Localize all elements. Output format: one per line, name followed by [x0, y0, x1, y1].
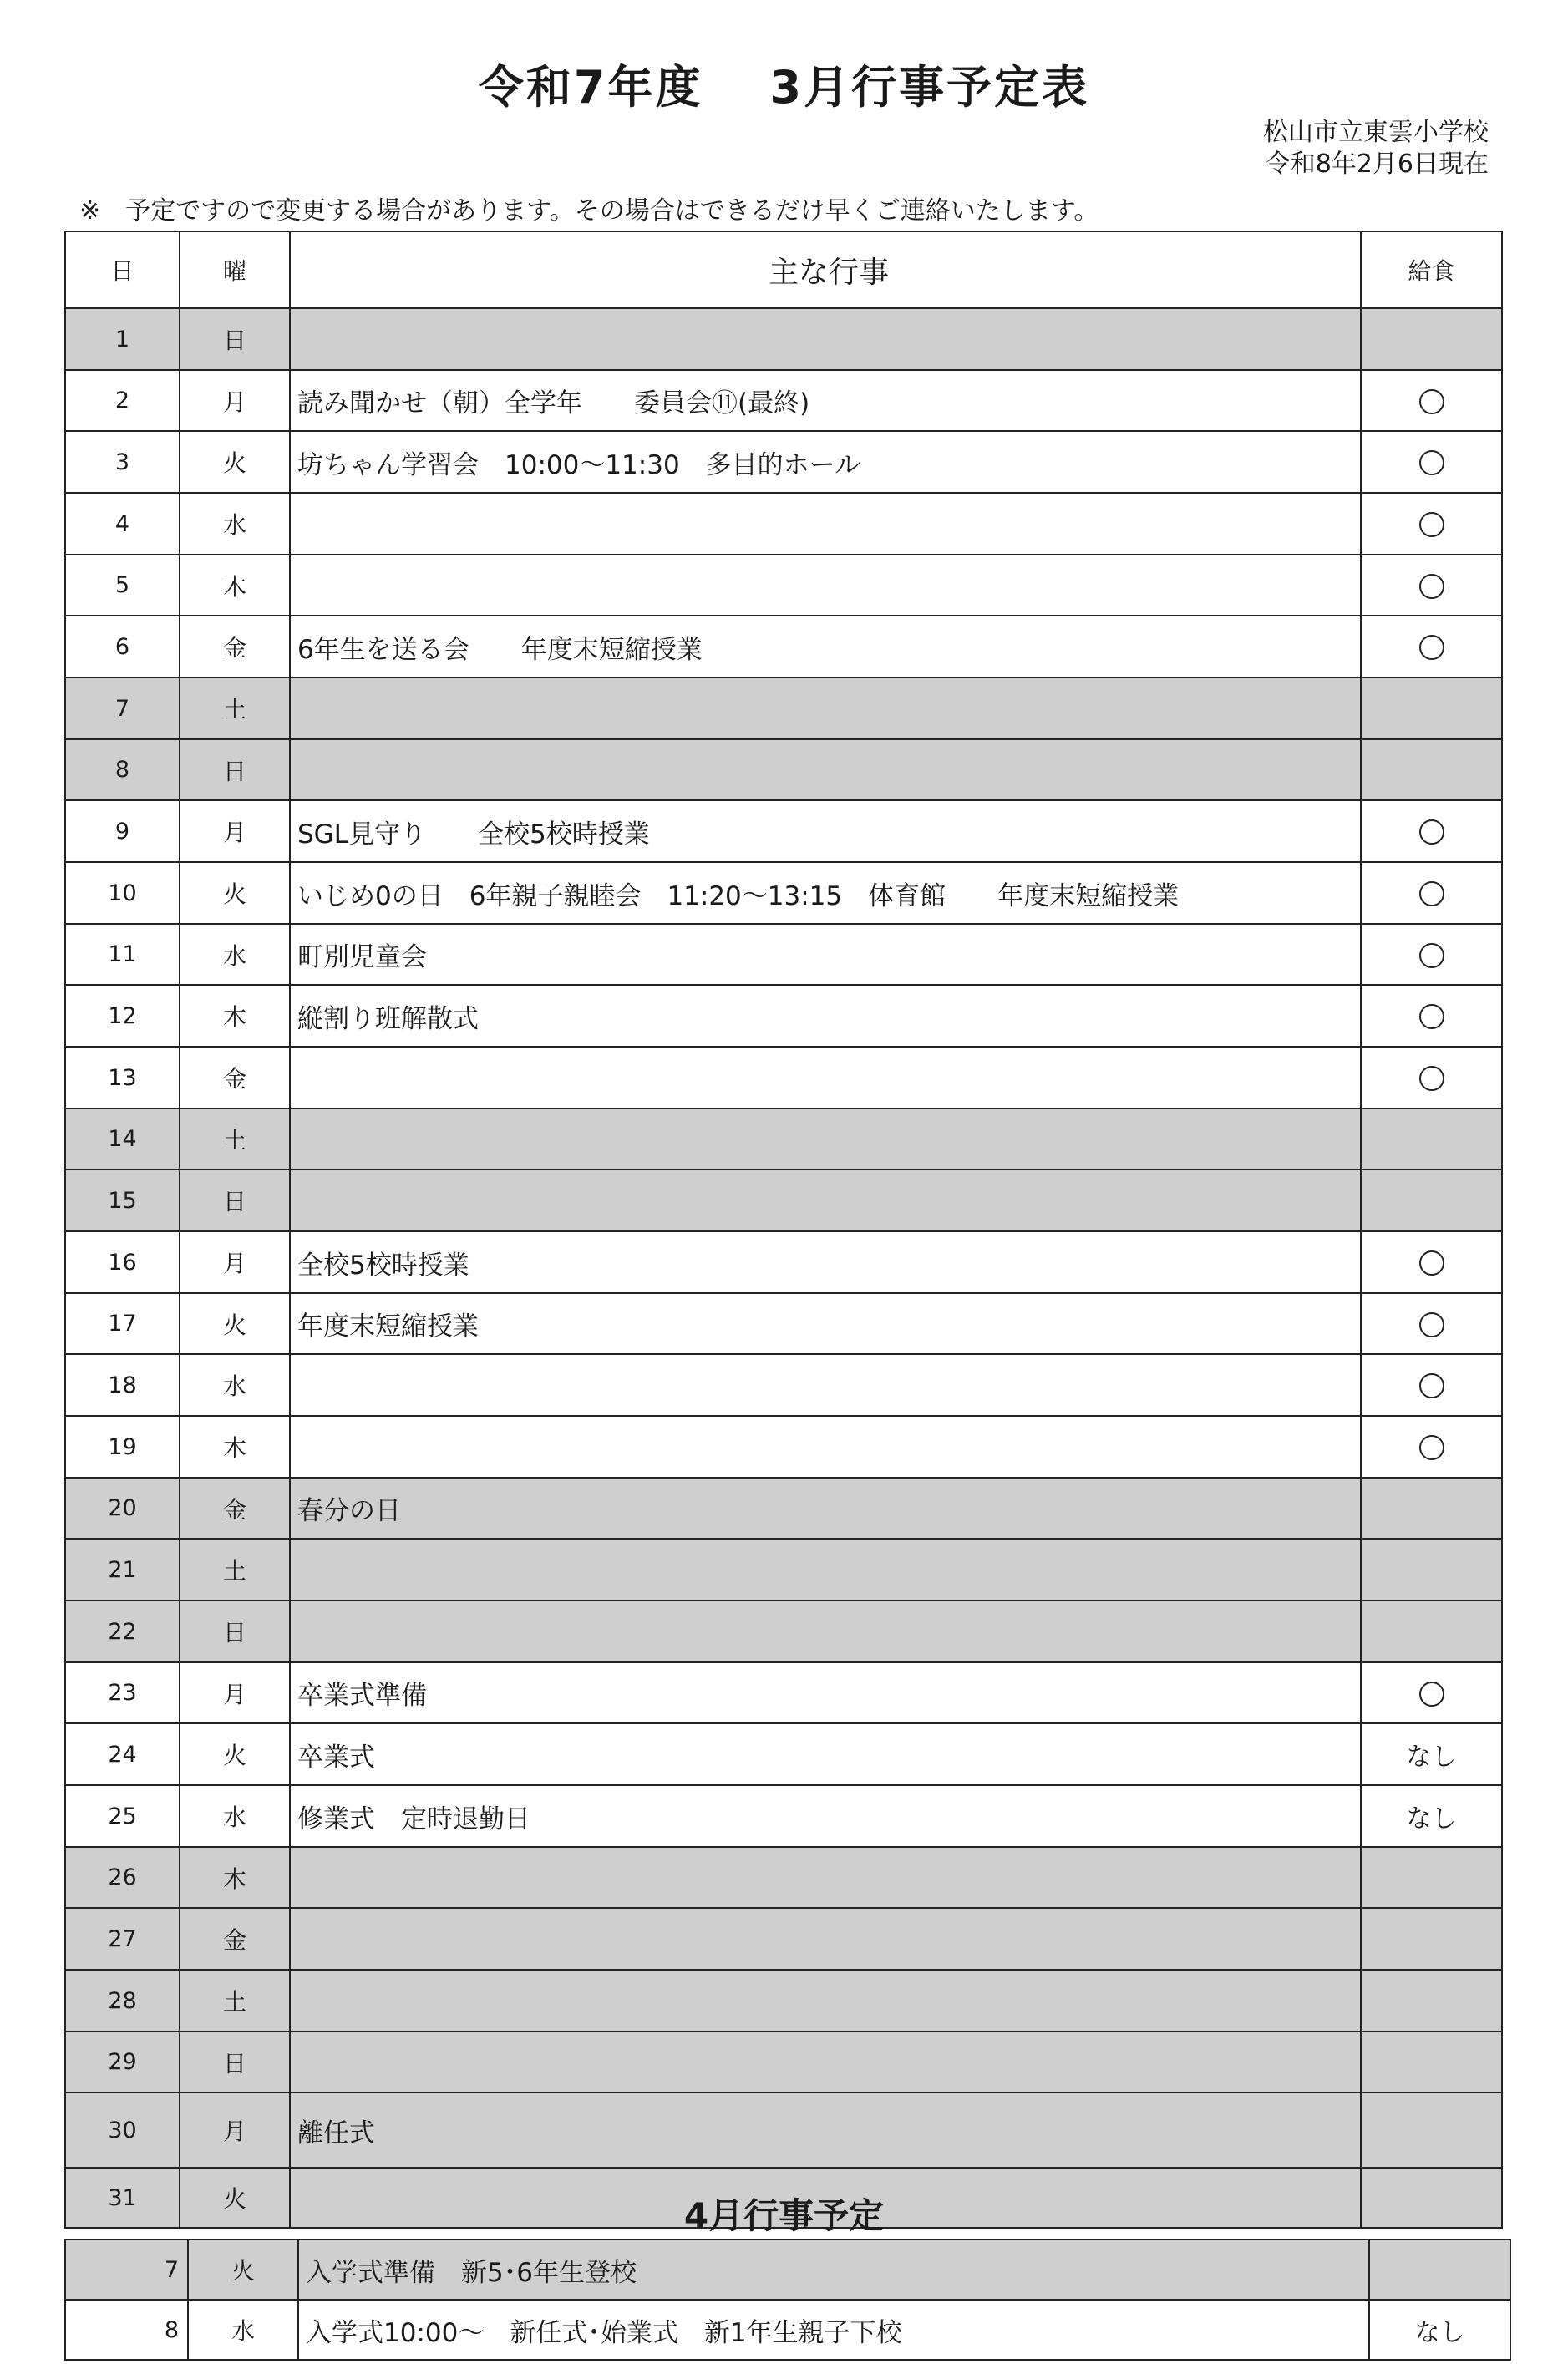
lunch-served-circle-icon — [1419, 389, 1444, 414]
lunch-served-circle-icon — [1419, 574, 1444, 599]
table-row — [65, 431, 1502, 493]
lunch-cell — [1361, 1662, 1502, 1723]
lunch-served-circle-icon — [1419, 1682, 1444, 1707]
table-row — [65, 1354, 1502, 1416]
lunch-cell — [1361, 1601, 1502, 1662]
events-cell: 町別児童会 — [290, 924, 1361, 985]
day-cell: 10 — [65, 862, 180, 924]
table-row — [65, 370, 1502, 431]
lunch-cell — [1361, 985, 1502, 1047]
table-row — [65, 739, 1502, 800]
events-cell — [290, 677, 1361, 739]
table-row — [65, 1478, 1502, 1539]
table-row — [65, 2093, 1502, 2168]
day-cell: 6 — [65, 616, 180, 677]
april-table-body — [65, 2240, 1510, 2360]
lunch-served-circle-icon — [1419, 512, 1444, 537]
title-month: 3月行事予定表 — [769, 61, 1090, 114]
weekday-cell: 月 — [180, 1231, 290, 1293]
table-row — [65, 2300, 1510, 2360]
lunch-served-circle-icon — [1419, 1373, 1444, 1398]
lunch-cell — [1369, 2240, 1510, 2300]
weekday-cell: 火 — [188, 2240, 298, 2300]
day-cell: 8 — [65, 2300, 188, 2360]
table-row — [65, 2032, 1502, 2093]
day-cell: 2 — [65, 370, 180, 431]
lunch-cell — [1361, 308, 1502, 370]
lunch-cell — [1361, 800, 1502, 862]
day-cell: 24 — [65, 1723, 180, 1785]
weekday-cell: 水 — [188, 2300, 298, 2360]
events-cell — [290, 308, 1361, 370]
day-cell: 8 — [65, 739, 180, 800]
day-cell: 26 — [65, 1847, 180, 1908]
weekday-cell: 火 — [180, 862, 290, 924]
events-cell — [290, 1169, 1361, 1231]
weekday-cell: 木 — [180, 985, 290, 1047]
day-cell: 21 — [65, 1539, 180, 1601]
weekday-cell: 月 — [180, 370, 290, 431]
events-cell — [290, 739, 1361, 800]
day-cell: 25 — [65, 1785, 180, 1847]
lunch-cell — [1361, 924, 1502, 985]
day-cell: 17 — [65, 1293, 180, 1354]
lunch-cell — [1361, 1108, 1502, 1169]
table-row — [65, 1601, 1502, 1662]
lunch-cell — [1361, 1478, 1502, 1539]
events-cell: SGL見守り 全校5校時授業 — [290, 800, 1361, 862]
lunch-cell — [1361, 1970, 1502, 2032]
lunch-cell: なし — [1361, 1723, 1502, 1785]
events-cell — [290, 1539, 1361, 1601]
lunch-cell — [1361, 493, 1502, 555]
events-cell: 春分の日 — [290, 1478, 1361, 1539]
table-row — [65, 1723, 1502, 1785]
events-cell: 読み聞かせ（朝）全学年 委員会⑪(最終) — [290, 370, 1361, 431]
events-cell — [290, 1108, 1361, 1169]
april-title: 4月行事予定 — [683, 2195, 885, 2236]
lunch-cell — [1361, 1354, 1502, 1416]
events-cell — [290, 1970, 1361, 2032]
events-cell: 入学式準備 新5･6年生登校 — [298, 2240, 1369, 2300]
weekday-cell: 水 — [180, 1354, 290, 1416]
lunch-cell: なし — [1369, 2300, 1510, 2360]
lunch-served-circle-icon — [1419, 450, 1444, 475]
weekday-cell: 土 — [180, 1539, 290, 1601]
lunch-cell — [1361, 2093, 1502, 2168]
weekday-cell: 水 — [180, 1785, 290, 1847]
day-cell: 30 — [65, 2093, 180, 2168]
events-cell: いじめ0の日 6年親子親睦会 11:20～13:15 体育館 年度末短縮授業 — [290, 862, 1361, 924]
events-cell: 卒業式 — [290, 1723, 1361, 1785]
day-cell: 5 — [65, 555, 180, 616]
table-row — [65, 1293, 1502, 1354]
day-cell: 7 — [65, 2240, 188, 2300]
table-row — [65, 308, 1502, 370]
weekday-cell: 木 — [180, 1847, 290, 1908]
events-cell: 卒業式準備 — [290, 1662, 1361, 1723]
events-cell: 坊ちゃん学習会 10:00～11:30 多目的ホール — [290, 431, 1361, 493]
weekday-cell: 金 — [180, 1047, 290, 1108]
lunch-served-circle-icon — [1419, 635, 1444, 660]
events-cell: 修業式 定時退勤日 — [290, 1785, 1361, 1847]
lunch-served-circle-icon — [1419, 881, 1444, 906]
lunch-cell — [1361, 2032, 1502, 2093]
day-cell: 13 — [65, 1047, 180, 1108]
weekday-cell: 日 — [180, 1169, 290, 1231]
header-events: 主な行事 — [290, 231, 1361, 308]
lunch-cell — [1361, 1416, 1502, 1478]
table-row — [65, 1908, 1502, 1970]
table-row — [65, 1169, 1502, 1231]
day-cell: 3 — [65, 431, 180, 493]
table-row — [65, 1539, 1502, 1601]
events-cell — [290, 1416, 1361, 1478]
day-cell: 14 — [65, 1108, 180, 1169]
weekday-cell: 金 — [180, 1478, 290, 1539]
day-cell: 20 — [65, 1478, 180, 1539]
lunch-cell — [1361, 1169, 1502, 1231]
header-lunch: 給食 — [1361, 231, 1502, 308]
events-cell: 入学式10:00～ 新任式･始業式 新1年生親子下校 — [298, 2300, 1369, 2360]
issue-date: 令和8年2月6日現在 — [1265, 150, 1489, 179]
events-cell — [290, 493, 1361, 555]
day-cell: 12 — [65, 985, 180, 1047]
lunch-cell — [1361, 555, 1502, 616]
day-cell: 11 — [65, 924, 180, 985]
lunch-served-circle-icon — [1419, 1435, 1444, 1460]
day-cell: 19 — [65, 1416, 180, 1478]
title-year: 令和7年度 — [478, 61, 703, 114]
lunch-cell — [1361, 739, 1502, 800]
day-cell: 7 — [65, 677, 180, 739]
weekday-cell: 水 — [180, 924, 290, 985]
school-info — [1263, 117, 1489, 180]
lunch-cell — [1361, 1231, 1502, 1293]
events-cell — [290, 1601, 1361, 1662]
weekday-cell: 日 — [180, 2032, 290, 2093]
table-row — [65, 493, 1502, 555]
weekday-cell: 火 — [180, 431, 290, 493]
events-cell — [290, 1354, 1361, 1416]
table-row — [65, 1662, 1502, 1723]
lunch-served-circle-icon — [1419, 1250, 1444, 1276]
events-cell — [290, 1908, 1361, 1970]
events-cell: 縦割り班解散式 — [290, 985, 1361, 1047]
weekday-cell: 月 — [180, 2093, 290, 2168]
march-schedule-table — [64, 231, 1503, 2229]
weekday-cell: 日 — [180, 739, 290, 800]
lunch-served-circle-icon — [1419, 1066, 1444, 1091]
weekday-cell: 木 — [180, 1416, 290, 1478]
notice-text: ※ 予定ですので変更する場合があります。その場合はできるだけ早くご連絡いたします。 — [79, 196, 1099, 226]
events-cell — [290, 2032, 1361, 2093]
weekday-cell: 月 — [180, 800, 290, 862]
events-cell — [290, 1047, 1361, 1108]
weekday-cell: 土 — [180, 1970, 290, 2032]
day-cell: 29 — [65, 2032, 180, 2093]
header-day: 日 — [65, 231, 180, 308]
weekday-cell: 月 — [180, 1662, 290, 1723]
events-cell: 年度末短縮授業 — [290, 1293, 1361, 1354]
day-cell: 28 — [65, 1970, 180, 2032]
weekday-cell: 水 — [180, 493, 290, 555]
table-row — [65, 1231, 1502, 1293]
day-cell: 22 — [65, 1601, 180, 1662]
table-row — [65, 800, 1502, 862]
events-cell — [290, 1847, 1361, 1908]
table-row — [65, 1047, 1502, 1108]
lunch-cell — [1361, 1847, 1502, 1908]
page-title — [0, 52, 1568, 116]
lunch-served-circle-icon — [1419, 1312, 1444, 1337]
weekday-cell: 火 — [180, 1293, 290, 1354]
table-row — [65, 862, 1502, 924]
lunch-cell — [1361, 431, 1502, 493]
weekday-cell: 火 — [180, 1723, 290, 1785]
lunch-cell — [1361, 1908, 1502, 1970]
table-row — [65, 1108, 1502, 1169]
table-row — [65, 2240, 1510, 2300]
lunch-cell — [1361, 1047, 1502, 1108]
table-header-row — [65, 231, 1502, 308]
day-cell: 23 — [65, 1662, 180, 1723]
march-table-body — [65, 308, 1502, 2228]
weekday-cell: 日 — [180, 308, 290, 370]
lunch-cell — [1361, 677, 1502, 739]
lunch-cell — [1361, 370, 1502, 431]
day-cell: 18 — [65, 1354, 180, 1416]
lunch-served-circle-icon — [1419, 1004, 1444, 1029]
weekday-cell: 火 — [180, 2168, 290, 2228]
weekday-cell: 金 — [180, 616, 290, 677]
day-cell: 31 — [65, 2168, 180, 2228]
lunch-served-circle-icon — [1419, 943, 1444, 968]
table-row — [65, 1416, 1502, 1478]
events-cell: 6年生を送る会 年度末短縮授業 — [290, 616, 1361, 677]
weekday-cell: 木 — [180, 555, 290, 616]
day-cell: 27 — [65, 1908, 180, 1970]
day-cell: 16 — [65, 1231, 180, 1293]
day-cell: 15 — [65, 1169, 180, 1231]
table-row — [65, 1847, 1502, 1908]
day-cell: 1 — [65, 308, 180, 370]
table-row — [65, 555, 1502, 616]
weekday-cell: 土 — [180, 1108, 290, 1169]
weekday-cell: 金 — [180, 1908, 290, 1970]
day-cell: 9 — [65, 800, 180, 862]
april-schedule-table — [64, 2239, 1511, 2361]
lunch-cell — [1361, 1539, 1502, 1601]
table-row — [65, 924, 1502, 985]
table-row — [65, 985, 1502, 1047]
events-cell — [290, 555, 1361, 616]
events-cell: 全校5校時授業 — [290, 1231, 1361, 1293]
lunch-cell — [1361, 616, 1502, 677]
school-name: 松山市立東雲小学校 — [1263, 118, 1489, 147]
lunch-cell — [1361, 862, 1502, 924]
day-cell: 4 — [65, 493, 180, 555]
table-row — [65, 1785, 1502, 1847]
lunch-cell: なし — [1361, 1785, 1502, 1847]
weekday-cell: 日 — [180, 1601, 290, 1662]
lunch-cell — [1361, 1293, 1502, 1354]
table-row — [65, 1970, 1502, 2032]
table-row — [65, 616, 1502, 677]
events-cell: 離任式 — [290, 2093, 1361, 2168]
header-weekday: 曜 — [180, 231, 290, 308]
weekday-cell: 土 — [180, 677, 290, 739]
table-row — [65, 677, 1502, 739]
lunch-served-circle-icon — [1419, 819, 1444, 845]
